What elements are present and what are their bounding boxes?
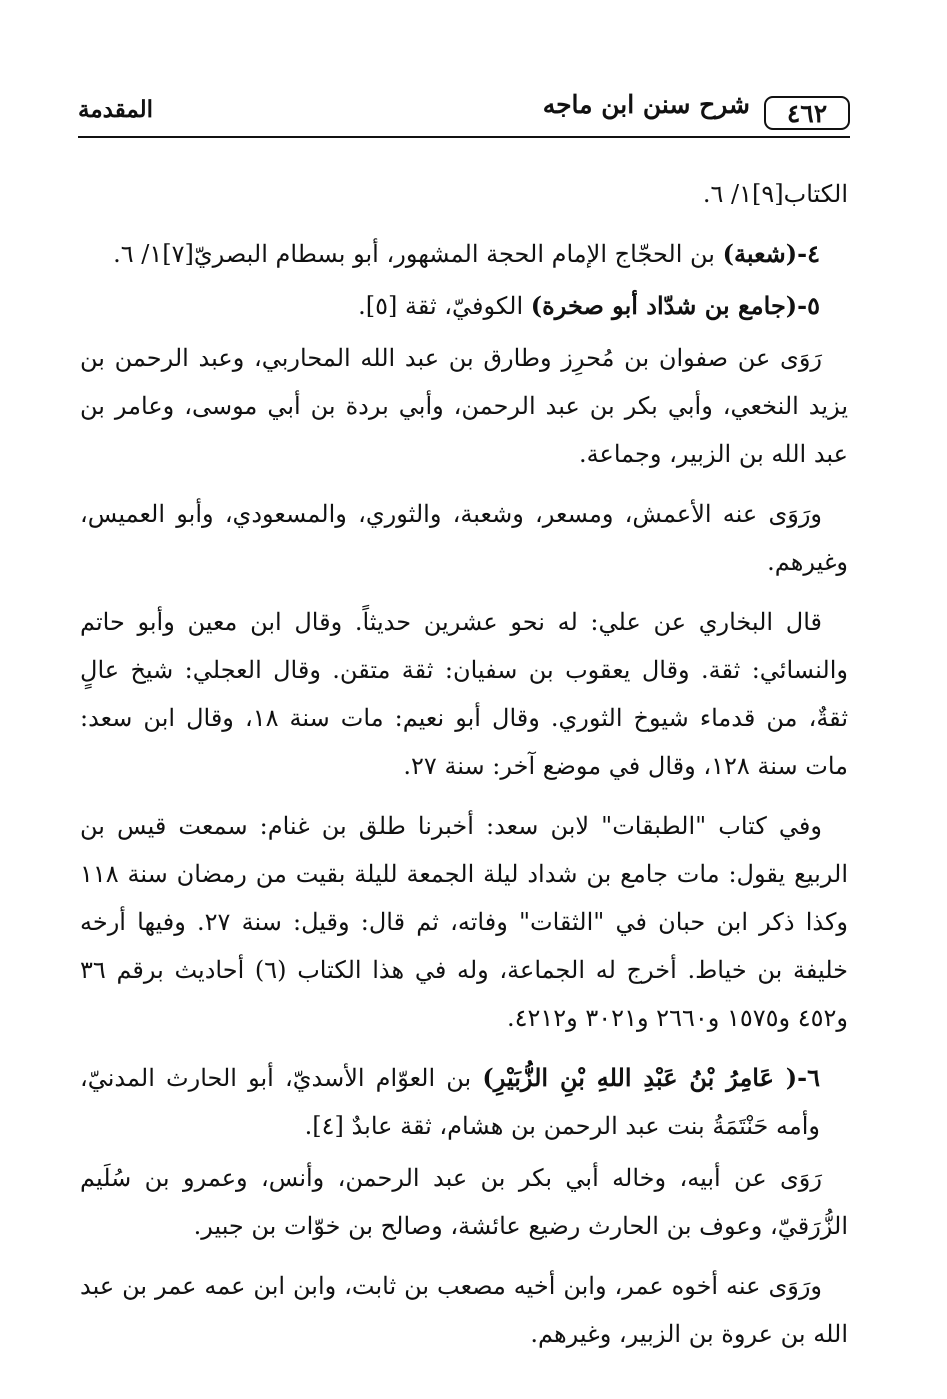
paragraph-2: ورَوَى عنه الأعمش، ومسعر، وشعبة، والثوري، والمسعودي، وأبو العميس، وغيرهم. <box>80 500 848 576</box>
entry-4-name: (شعبة) <box>722 239 798 268</box>
paragraph-1: رَوَى عن صفوان بن مُحرِز وطارق بن عبد الله المحاربي، وعبد الرحمن بن يزيد النخعي، وأبي بكر بن عبد الرحمن، وأبي بردة بن أبي موسى، وعامر بن عبد الله بن الزبير، وجماعة. <box>80 344 848 468</box>
entry-5-text: الكوفيّ، ثقة [٥]. <box>358 292 531 320</box>
book-title: شرح سنن ابن ماجه <box>542 90 750 119</box>
entry-6-number: ٦- <box>797 1063 820 1092</box>
paragraph-4: وفي كتاب "الطبقات" لابن سعد: أخبرنا طلق بن غنام: سمعت قيس بن الربيع يقول: مات جامع بن شداد ليلة الجمعة لليلة بقيت من رمضان سنة ١١٨ وكذا ذكر ابن حبان في "الثقات" وفاته، ثم قال: وقيل: سنة ٢٧. وفيها أرخه خليفة بن خياط. أخرج له الجماعة، وله في هذا الكتاب (٦) أحاديث برقم ٣٦ و٤٥٢ و١٥٧٥ و٢٦٦٠ و٣٠٢١ و٤٢١٢. <box>80 812 848 1032</box>
section-title: المقدمة <box>78 96 154 123</box>
entry-4-text: بن الحجّاج الإمام الحجة المشهور، أبو بسطام البصريّ[٧]١/ ٦. <box>113 240 723 268</box>
paragraph-5: رَوَى عن أبيه، وخاله أبي بكر بن عبد الرحمن، وأنس، وعمرو بن سُلَيم الزُّرَقيّ، وعوف بن الحارث رضيع عائشة، وصالح بن خوّات بن جبير. <box>80 1164 848 1240</box>
entry-5-number: ٥- <box>797 291 820 320</box>
body-text <box>80 170 848 1370</box>
entry-4-number: ٤- <box>797 239 820 268</box>
entry-5-name: (جامع بن شدّاد أبو صخرة) <box>530 291 798 320</box>
entry-4 <box>80 230 848 278</box>
page-number: ٤٦٢ <box>764 96 850 130</box>
page-header <box>78 90 850 142</box>
paragraph-3: قال البخاري عن علي: له نحو عشرين حديثاً. وقال ابن معين وأبو حاتم والنسائي: ثقة. وقال يعقوب بن سفيان: ثقة متقن. وقال العجلي: شيخ عالٍ ثقةٌ، من قدماء شيوخ الثوري. وقال أبو نعيم: مات سنة ١٨، وقال ابن سعد: مات سنة ١٢٨، وقال في موضع آخر: سنة ٢٧. <box>80 608 849 780</box>
paragraph-0: الكتاب[٩]١/ ٦. <box>702 180 848 208</box>
header-rule <box>78 136 850 138</box>
entry-6-name: ( عَامِرُ بْنُ عَبْدِ اللهِ بْنِ الزُّبَيْرِ) <box>482 1063 798 1092</box>
entry-6 <box>80 1054 848 1150</box>
entry-5 <box>80 282 848 330</box>
entry-6-text: بن العوّام الأسديّ، أبو الحارث المدنيّ، وأمه حَنْتَمَةُ بنت عبد الرحمن بن هشام، ثقة عابدٌ [٤]. <box>80 1064 820 1140</box>
paragraph-6: ورَوَى عنه أخوه عمر، وابن أخيه مصعب بن ثابت، وابن ابن عمه عمر بن عبد الله بن عروة بن الزبير، وغيرهم. <box>80 1272 848 1348</box>
